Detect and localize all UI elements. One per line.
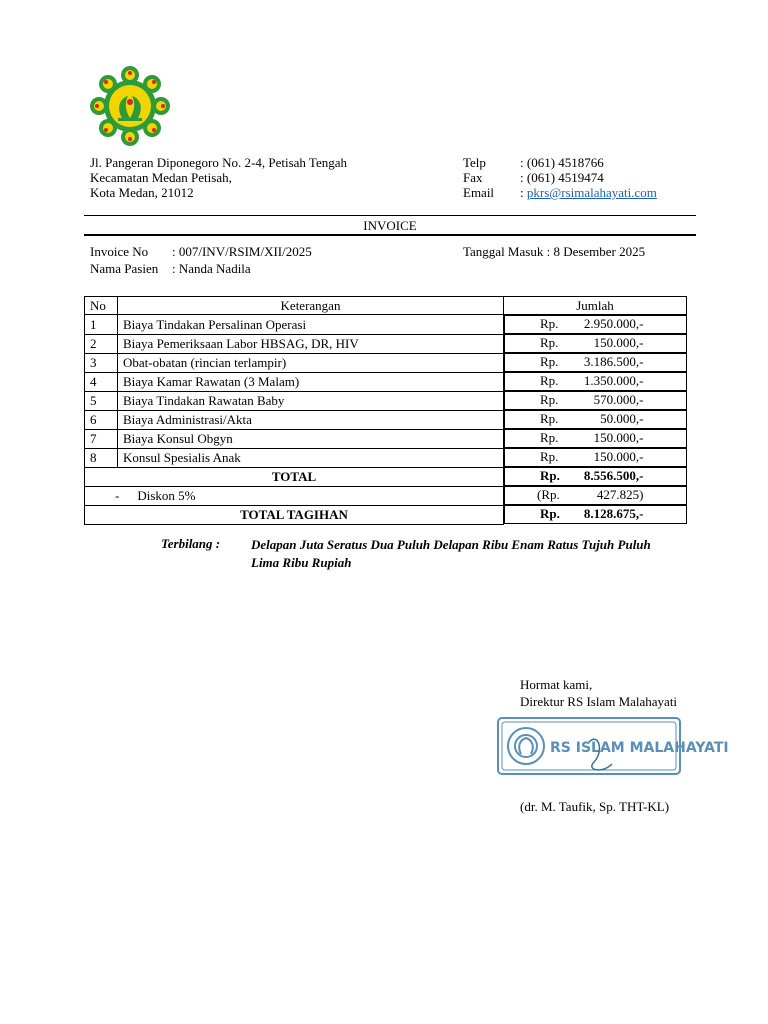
table-row: [85, 334, 687, 353]
phone-value: : (061) 4518766: [520, 155, 604, 170]
terbilang-label: Terbilang :: [161, 536, 221, 551]
closing: Hormat kami,: [520, 677, 593, 692]
table-row: [85, 410, 687, 429]
row-amount: [504, 391, 687, 410]
row-no: 2: [85, 334, 118, 353]
hospital-logo: [88, 66, 172, 146]
row-desc: Biaya Kamar Rawatan (3 Malam): [118, 372, 504, 391]
amount: 8.556.500,-: [583, 468, 644, 483]
row-desc: Biaya Konsul Obgyn: [118, 429, 504, 448]
currency: Rp.: [540, 316, 559, 331]
grand-total-amount: [504, 505, 687, 524]
row-desc: Biaya Tindakan Persalinan Operasi: [118, 315, 504, 335]
row-desc: Biaya Administrasi/Akta: [118, 410, 504, 429]
admission-date-label: Tanggal Masuk: [463, 244, 544, 259]
address-line: Jl. Pangeran Diponegoro No. 2-4, Petisah Tengah: [90, 155, 347, 170]
discount-amount: [504, 486, 687, 505]
email-prefix: :: [520, 185, 527, 200]
amount: 150.000,-: [593, 449, 644, 464]
currency: Rp.: [540, 411, 559, 426]
terbilang-text: [251, 536, 651, 572]
address-line: Kota Medan, 21012: [90, 185, 194, 200]
email-label: Email: [463, 185, 495, 200]
currency: Rp.: [540, 392, 559, 407]
signatory-position: Direktur RS Islam Malahayati: [520, 694, 678, 709]
table-row: [85, 448, 687, 467]
contact-info: [463, 155, 657, 200]
terbilang-line: Delapan Juta Seratus Dua Puluh Delapan Ribu Enam Ratus Tujuh Puluh: [251, 537, 651, 552]
contact-phone: [463, 155, 657, 170]
currency: Rp.: [540, 468, 560, 483]
top-rule: [84, 215, 696, 216]
currency: Rp.: [540, 354, 559, 369]
invoice-number-value: : 007/INV/RSIM/XII/2025: [172, 244, 312, 259]
row-amount: [504, 353, 687, 372]
contact-fax: [463, 170, 657, 185]
grand-total-label: TOTAL TAGIHAN: [85, 505, 504, 524]
currency: Rp.: [540, 373, 559, 388]
bottom-rule: [84, 234, 696, 236]
row-no: 6: [85, 410, 118, 429]
patient-name-label: Nama Pasien: [90, 261, 159, 276]
admission-date: [463, 244, 645, 259]
table-row: [85, 429, 687, 448]
amount: 150.000,-: [593, 335, 644, 350]
contact-email: [463, 185, 657, 200]
invoice-table: [84, 296, 687, 525]
header-no: No: [85, 297, 118, 315]
row-no: 1: [85, 315, 118, 335]
fax-label: Fax: [463, 170, 483, 185]
currency: Rp.: [540, 335, 559, 350]
row-no: 8: [85, 448, 118, 467]
row-amount: [504, 410, 687, 429]
table-row: [85, 372, 687, 391]
header-keterangan: Keterangan: [118, 297, 504, 315]
invoice-number-label: Invoice No: [90, 244, 149, 259]
amount: 150.000,-: [593, 430, 644, 445]
currency: (Rp.: [537, 487, 560, 502]
fax-value: : (061) 4519474: [520, 170, 604, 185]
table-row: [85, 391, 687, 410]
row-amount: [504, 334, 687, 353]
row-desc: Biaya Pemeriksaan Labor HBSAG, DR, HIV: [118, 334, 504, 353]
amount: 427.825): [596, 487, 644, 502]
currency: Rp.: [540, 506, 560, 521]
table-row: [85, 315, 687, 335]
currency: Rp.: [540, 449, 559, 464]
total-amount: [504, 467, 687, 486]
invoice-number: [90, 244, 312, 259]
invoice-title: INVOICE: [363, 218, 417, 233]
total-label: TOTAL: [85, 467, 504, 486]
discount-row: [85, 486, 687, 505]
amount: 3.186.500,-: [583, 354, 644, 369]
email-link[interactable]: pkrs@rsimalahayati.com: [526, 185, 657, 200]
header-jumlah: Jumlah: [504, 297, 687, 315]
signatory-name: (dr. M. Taufik, Sp. THT-KL): [520, 799, 670, 814]
patient-name: [90, 261, 251, 276]
admission-date-value: : 8 Desember 2025: [546, 244, 646, 259]
table-row: [85, 353, 687, 372]
discount-label-cell: [85, 486, 504, 505]
hospital-stamp: [494, 712, 729, 782]
row-amount: [504, 372, 687, 391]
amount: 570.000,-: [593, 392, 644, 407]
discount-label: Diskon 5%: [137, 488, 196, 503]
row-no: 7: [85, 429, 118, 448]
row-amount: [504, 448, 687, 467]
row-no: 5: [85, 391, 118, 410]
row-amount: [504, 315, 687, 334]
phone-label: Telp: [463, 155, 486, 170]
row-no: 3: [85, 353, 118, 372]
amount: 2.950.000,-: [583, 316, 644, 331]
amount: 8.128.675,-: [583, 506, 644, 521]
hospital-address: [90, 155, 347, 200]
row-desc: Biaya Tindakan Rawatan Baby: [118, 391, 504, 410]
address-line: Kecamatan Medan Petisah,: [90, 170, 232, 185]
discount-dash: -: [115, 488, 120, 503]
row-desc: Obat-obatan (rincian terlampir): [118, 353, 504, 372]
amount: 1.350.000,-: [583, 373, 644, 388]
currency: Rp.: [540, 430, 559, 445]
terbilang-line: Lima Ribu Rupiah: [251, 555, 352, 570]
patient-name-value: : Nanda Nadila: [172, 261, 251, 276]
row-no: 4: [85, 372, 118, 391]
row-amount: [504, 429, 687, 448]
grand-total-row: [85, 505, 687, 524]
stamp-text: RS ISLAM MALAHAYATI: [550, 740, 729, 756]
row-desc: Konsul Spesialis Anak: [118, 448, 504, 467]
amount: 50.000,-: [600, 411, 644, 426]
total-row: [85, 467, 687, 486]
table-header-row: [85, 297, 687, 315]
